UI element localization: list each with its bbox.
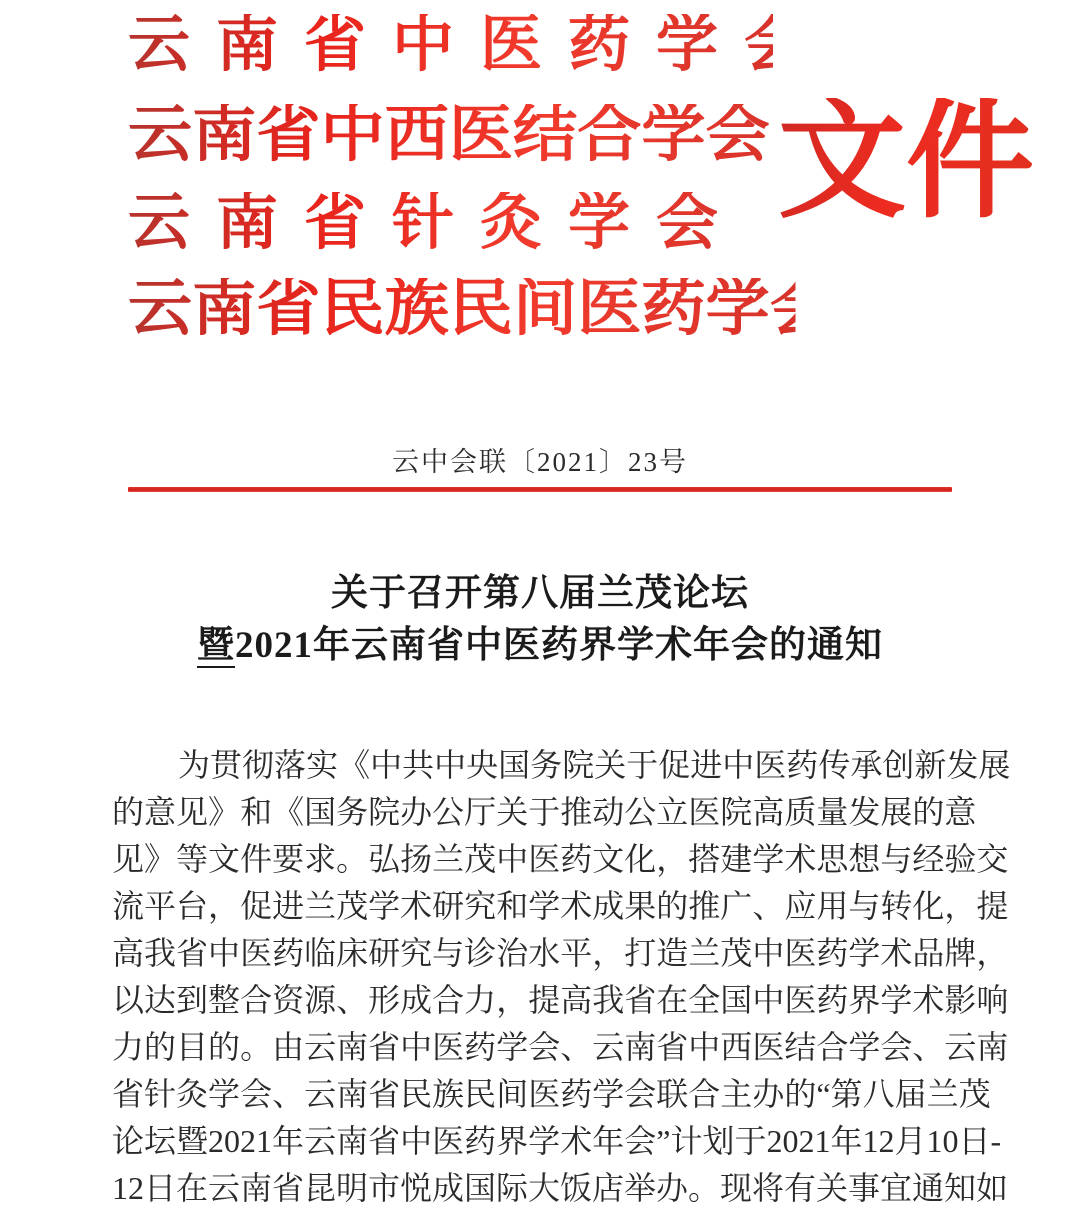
body-line: 流 平 台 ， 促 进 兰 茂 学 术 研 究 和 学 术 成 果 的 推 广 、 应 用 与 转 化 ， 提 xyxy=(112,888,1009,924)
body-line: 12日在云南省昆明市悦成国际大饭店举办。现将有关事宜通知如 xyxy=(112,1170,1009,1206)
body-line: 省 针 灸 学 会 、 云 南 省 民 族 民 间 医 药 学 会 联 合 主 办 的 “ 第 八 届 兰 茂 xyxy=(112,1076,991,1112)
letterhead-line-2: 云南省中西医结合学会 xyxy=(128,104,796,166)
body-line: 为 贯 彻 落 实 《 中 共 中 央 国 务 院 关 于 促 进 中 医 药 传 承 创 新 发 展 xyxy=(178,747,1011,783)
document-title xyxy=(0,568,1080,672)
body-line: 以 达 到 整 合 资 源 、 形 成 合 力 ， 提 高 我 省 在 全 国 中 医 药 界 学 术 影 响 xyxy=(112,982,1009,1018)
document-body xyxy=(112,742,1011,1212)
body-line: 论 坛 暨 2 0 2 1 年 云 南 省 中 医 药 界 学 术 年 会 ” 计 划 于 2 0 2 1 年 1 2 月 1 0 日 - xyxy=(112,1123,1002,1159)
title-line-1: 关于召开第八届兰茂论坛 xyxy=(331,573,749,614)
letterhead-line-3: 云南省针灸学会 xyxy=(128,192,773,254)
letterhead-wenjian-badge: 文件 xyxy=(778,91,1035,233)
body-line: 高 我 省 中 医 药 临 床 研 究 与 诊 治 水 平 ， 打 造 兰 茂 中 医 药 学 术 品 牌 ， xyxy=(112,935,1009,971)
title-line-2-rest: 2021年云南省中医药界学术年会的通知 xyxy=(235,625,883,666)
red-separator-rule xyxy=(128,487,952,492)
letterhead-line-1: 云南省中医药学会 xyxy=(128,11,833,79)
body-line: 的 意 见 》 和 《 国 务 院 办 公 厅 关 于 推 动 公 立 医 院 高 质 量 发 展 的 意 xyxy=(112,794,977,830)
body-line: 见 》 等 文 件 要 求 。 弘 扬 兰 茂 中 医 药 文 化 ， 搭 建 学 术 思 想 与 经 验 交 xyxy=(112,841,1009,877)
title-line-2-prefix: 暨 xyxy=(197,625,235,666)
body-line: 力 的 目 的 。 由 云 南 省 中 医 药 学 会 、 云 南 省 中 西 医 结 合 学 会 、 云 南 xyxy=(112,1029,1009,1065)
title-line-2 xyxy=(0,620,1080,672)
letterhead-line-4: 云南省民族民间医药学会 xyxy=(128,275,834,343)
document-number: 云中会联〔2021〕23号 xyxy=(392,447,688,477)
letterhead xyxy=(0,0,1080,430)
